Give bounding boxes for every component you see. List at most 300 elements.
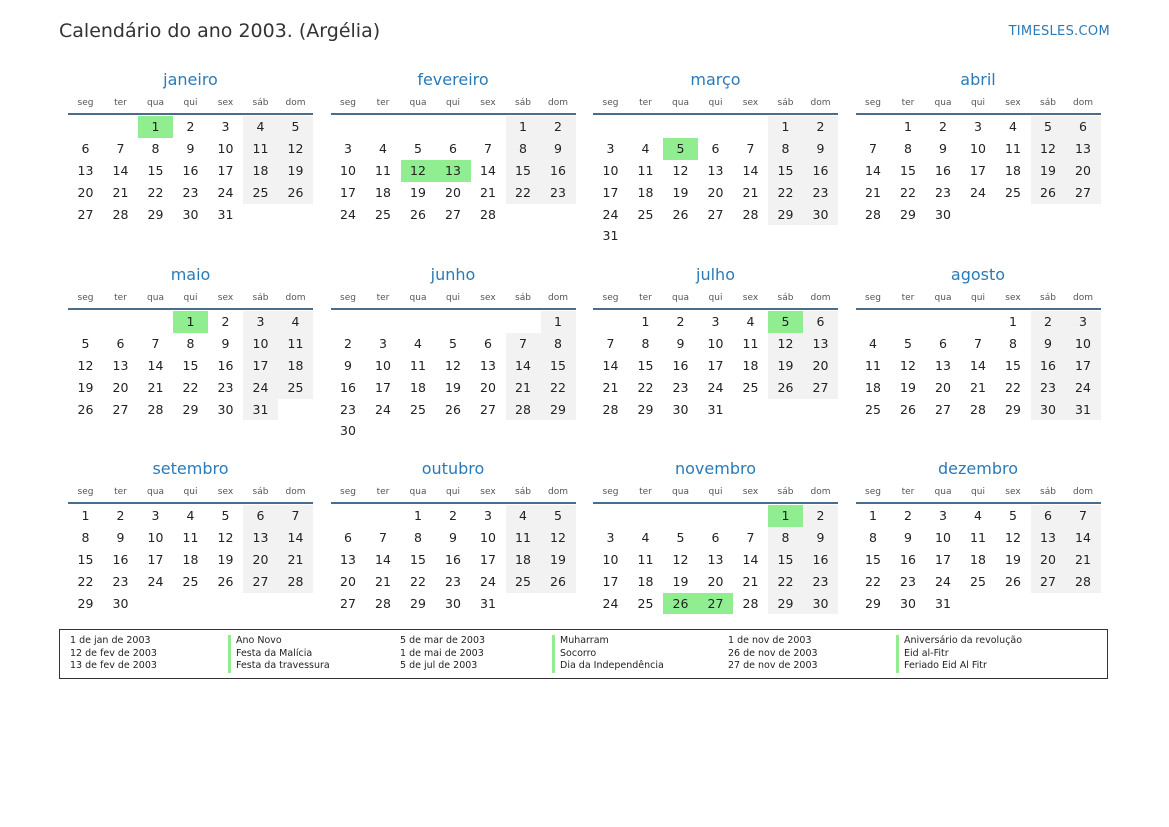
legend-date: 1 de mai de 2003 <box>400 647 484 659</box>
day-cell: 16 <box>340 379 356 395</box>
day-cell: 28 <box>742 206 759 222</box>
day-cell: 4 <box>379 140 387 156</box>
day-cell: 20 <box>445 184 461 200</box>
day-cell: 13 <box>243 527 278 549</box>
day-cell: 29 <box>541 399 576 421</box>
month-agosto <box>856 261 1101 420</box>
day-cell: 4 <box>414 335 422 351</box>
day-cell: 28 <box>375 595 391 611</box>
weekday-label: dom <box>1073 487 1093 497</box>
empty-day-cell <box>331 505 366 527</box>
week-row <box>593 138 838 160</box>
empty-day-cell <box>103 311 138 333</box>
day-cell: 6 <box>243 505 278 527</box>
day-cell: 17 <box>243 355 278 377</box>
day-cell: 8 <box>151 140 160 156</box>
weekday-label: ter <box>114 293 127 303</box>
day-cell: 25 <box>506 571 541 593</box>
month-outubro <box>331 455 576 614</box>
week-row <box>593 333 838 355</box>
day-cell: 25 <box>410 401 426 417</box>
day-cell: 6 <box>1066 116 1101 138</box>
holiday-day-cell: 12 <box>401 160 436 182</box>
day-cell: 9 <box>344 357 352 373</box>
day-cell: 24 <box>480 573 496 589</box>
day-cell: 17 <box>480 551 496 567</box>
day-cell: 10 <box>602 162 619 178</box>
day-cell: 7 <box>116 140 125 156</box>
weekday-label: sex <box>1005 293 1021 303</box>
week-row <box>331 355 576 377</box>
month-fevereiro <box>331 66 576 225</box>
day-cell: 25 <box>970 573 986 589</box>
weekday-label: sáb <box>1040 293 1056 303</box>
week-row <box>68 160 313 182</box>
day-cell: 30 <box>803 593 838 615</box>
month-dezembro <box>856 455 1101 614</box>
month-março <box>593 66 838 247</box>
day-cell: 8 <box>768 527 803 549</box>
day-cell: 11 <box>637 162 654 178</box>
day-cell: 6 <box>116 335 125 351</box>
day-cell: 25 <box>742 379 759 395</box>
legend-date: 5 de jul de 2003 <box>400 660 478 671</box>
day-cell: 23 <box>217 379 234 395</box>
day-cell: 2 <box>541 116 576 138</box>
day-cell: 20 <box>935 379 951 395</box>
day-cell: 25 <box>637 595 654 611</box>
day-cell: 4 <box>746 314 755 329</box>
weekday-label: qua <box>147 487 164 497</box>
empty-day-cell <box>961 204 996 226</box>
day-cell: 11 <box>865 357 881 373</box>
weekday-label: seg <box>865 487 881 497</box>
day-cell: 11 <box>742 335 759 351</box>
week-row <box>593 377 838 399</box>
weekday-label: sáb <box>515 293 531 303</box>
weekday-label: qui <box>183 98 198 108</box>
week-row <box>856 505 1101 527</box>
month-divider <box>68 502 313 504</box>
empty-day-cell <box>243 593 278 615</box>
site-link[interactable]: TIMESLES.COM <box>1008 24 1110 39</box>
day-cell: 25 <box>182 573 199 589</box>
day-cell: 1 <box>414 508 422 523</box>
month-name: agosto <box>950 265 1006 284</box>
day-cell: 13 <box>803 333 838 355</box>
weekday-label: seg <box>602 98 619 108</box>
day-cell: 16 <box>217 357 234 373</box>
empty-day-cell <box>803 399 838 421</box>
week-row <box>593 225 838 247</box>
day-cell: 14 <box>278 527 313 549</box>
day-cell: 30 <box>935 206 951 222</box>
day-cell: 15 <box>410 551 426 567</box>
empty-day-cell <box>768 399 803 421</box>
day-cell: 29 <box>900 206 916 222</box>
weekday-label: ter <box>114 98 127 108</box>
weekday-label: qui <box>971 487 985 497</box>
week-row <box>331 204 576 226</box>
day-cell: 2 <box>803 116 838 138</box>
weekday-header <box>331 483 576 501</box>
legend-date: 5 de mar de 2003 <box>400 635 486 646</box>
weekday-label: sex <box>217 487 234 497</box>
day-cell: 7 <box>746 140 755 156</box>
week-row <box>593 399 838 421</box>
weekday-label: qua <box>672 98 689 108</box>
day-cell: 18 <box>182 551 199 567</box>
holiday-day-cell: 5 <box>663 138 698 160</box>
weekday-label: ter <box>376 98 390 108</box>
day-cell: 12 <box>1031 138 1066 160</box>
day-cell: 7 <box>506 333 541 355</box>
day-cell: 24 <box>602 595 619 611</box>
day-cell: 6 <box>939 335 947 351</box>
legend-holiday-name: Festa da travessura <box>228 660 330 673</box>
day-cell: 2 <box>676 314 685 329</box>
empty-day-cell <box>506 204 541 226</box>
weekday-label: sáb <box>1040 98 1056 108</box>
day-cell: 20 <box>480 379 496 395</box>
day-cell: 20 <box>243 549 278 571</box>
day-cell: 17 <box>1066 355 1101 377</box>
day-cell: 5 <box>1009 508 1017 523</box>
day-cell: 22 <box>900 184 916 200</box>
day-cell: 16 <box>112 551 129 567</box>
week-row <box>331 377 576 399</box>
day-cell: 9 <box>1031 333 1066 355</box>
week-row <box>856 116 1101 138</box>
day-cell: 1 <box>541 311 576 333</box>
day-cell: 22 <box>182 379 199 395</box>
month-name: abril <box>960 70 996 89</box>
day-cell: 2 <box>116 508 125 523</box>
weekday-label: qui <box>708 98 723 108</box>
empty-day-cell <box>103 116 138 138</box>
weekday-label: seg <box>602 487 619 497</box>
week-row <box>856 355 1101 377</box>
day-cell: 6 <box>449 140 457 156</box>
empty-day-cell <box>401 311 436 333</box>
day-cell: 4 <box>278 311 313 333</box>
day-cell: 17 <box>147 551 164 567</box>
day-cell: 26 <box>900 401 916 417</box>
day-cell: 28 <box>1066 571 1101 593</box>
weekday-header <box>331 94 576 112</box>
day-cell: 26 <box>1031 182 1066 204</box>
empty-day-cell <box>436 116 471 138</box>
day-cell: 14 <box>970 357 986 373</box>
weekday-label: sex <box>217 98 234 108</box>
day-cell: 9 <box>541 138 576 160</box>
day-cell: 30 <box>112 595 129 611</box>
day-cell: 2 <box>904 508 912 523</box>
day-cell: 10 <box>935 529 951 545</box>
month-divider <box>68 113 313 115</box>
day-cell: 5 <box>904 335 912 351</box>
weekday-label: qui <box>446 293 460 303</box>
day-cell: 2 <box>1031 311 1066 333</box>
day-cell: 22 <box>410 573 426 589</box>
day-cell: 24 <box>147 573 164 589</box>
month-name: março <box>690 70 741 89</box>
day-cell: 30 <box>445 595 461 611</box>
weekday-header <box>68 94 313 112</box>
day-cell: 3 <box>939 508 947 523</box>
day-cell: 6 <box>81 140 90 156</box>
weekday-label: dom <box>548 487 568 497</box>
weekday-label: seg <box>865 98 881 108</box>
empty-day-cell <box>436 311 471 333</box>
day-cell: 20 <box>1066 160 1101 182</box>
day-cell: 10 <box>375 357 391 373</box>
day-cell: 19 <box>445 379 461 395</box>
day-cell: 25 <box>1005 184 1021 200</box>
day-cell: 24 <box>217 184 234 200</box>
day-cell: 14 <box>1066 527 1101 549</box>
months-grid <box>68 66 1101 626</box>
legend-date: 12 de fev de 2003 <box>70 647 157 659</box>
week-row <box>331 333 576 355</box>
empty-day-cell <box>803 225 838 247</box>
day-cell: 13 <box>707 551 724 567</box>
day-cell: 9 <box>939 140 947 156</box>
day-cell: 23 <box>340 401 356 417</box>
day-cell: 20 <box>112 379 129 395</box>
empty-day-cell <box>1066 593 1101 615</box>
day-cell: 9 <box>803 527 838 549</box>
empty-day-cell <box>506 593 541 615</box>
day-cell: 27 <box>243 571 278 593</box>
weekday-label: ter <box>376 487 390 497</box>
week-row <box>593 571 838 593</box>
month-name: dezembro <box>938 459 1018 478</box>
empty-day-cell <box>961 593 996 615</box>
day-cell: 31 <box>707 401 724 417</box>
day-cell: 19 <box>768 355 803 377</box>
day-cell: 11 <box>182 529 199 545</box>
empty-day-cell <box>733 116 768 138</box>
day-cell: 19 <box>410 184 426 200</box>
day-cell: 11 <box>637 551 654 567</box>
empty-day-cell <box>68 311 103 333</box>
day-cell: 26 <box>541 571 576 593</box>
day-cell: 20 <box>77 184 94 200</box>
day-cell: 16 <box>182 162 199 178</box>
day-cell: 12 <box>217 529 234 545</box>
day-cell: 13 <box>707 162 724 178</box>
day-cell: 28 <box>278 571 313 593</box>
weekday-label: dom <box>285 98 306 108</box>
day-cell: 31 <box>935 595 951 611</box>
week-row <box>593 527 838 549</box>
empty-day-cell <box>698 116 733 138</box>
day-cell: 20 <box>707 573 724 589</box>
day-cell: 14 <box>742 162 759 178</box>
day-cell: 1 <box>768 116 803 138</box>
day-cell: 13 <box>340 551 356 567</box>
week-row <box>856 593 1101 615</box>
empty-day-cell <box>173 593 208 615</box>
day-cell: 16 <box>803 160 838 182</box>
month-name: julho <box>696 265 735 284</box>
weekday-label: sáb <box>515 98 531 108</box>
day-cell: 8 <box>414 529 422 545</box>
weekday-label: sex <box>217 293 234 303</box>
day-cell: 23 <box>1031 377 1066 399</box>
legend-date: 1 de nov de 2003 <box>728 635 812 646</box>
empty-day-cell <box>856 116 891 138</box>
month-divider <box>593 113 838 115</box>
day-cell: 12 <box>77 357 94 373</box>
empty-day-cell <box>628 116 663 138</box>
week-row <box>331 160 576 182</box>
day-cell: 2 <box>939 119 947 134</box>
empty-day-cell <box>663 116 698 138</box>
day-cell: 31 <box>217 206 234 222</box>
day-cell: 25 <box>375 206 391 222</box>
day-cell: 4 <box>974 508 982 523</box>
weekday-label: sex <box>480 293 496 303</box>
day-cell: 16 <box>672 357 689 373</box>
day-cell: 12 <box>768 333 803 355</box>
day-cell: 1 <box>904 119 912 134</box>
day-cell: 14 <box>375 551 391 567</box>
month-junho <box>331 261 576 442</box>
weekday-label: sex <box>1005 98 1021 108</box>
day-cell: 11 <box>375 162 391 178</box>
holiday-legend <box>59 629 1108 679</box>
day-cell: 15 <box>77 551 94 567</box>
holiday-day-cell: 1 <box>138 116 173 138</box>
weekday-label: qua <box>409 293 427 303</box>
legend-holiday-name: Festa da Malícia <box>228 648 312 661</box>
day-cell: 14 <box>480 162 496 178</box>
day-cell: 18 <box>278 355 313 377</box>
day-cell: 11 <box>506 527 541 549</box>
day-cell: 10 <box>970 140 986 156</box>
day-cell: 18 <box>742 357 759 373</box>
day-cell: 22 <box>541 377 576 399</box>
day-cell: 24 <box>935 573 951 589</box>
day-cell: 8 <box>904 140 912 156</box>
week-row <box>856 377 1101 399</box>
weekday-label: seg <box>77 293 94 303</box>
day-cell: 10 <box>1066 333 1101 355</box>
day-cell: 16 <box>803 549 838 571</box>
empty-day-cell <box>506 420 541 442</box>
day-cell: 22 <box>768 182 803 204</box>
day-cell: 10 <box>217 140 234 156</box>
day-cell: 7 <box>746 529 755 545</box>
day-cell: 15 <box>900 162 916 178</box>
day-cell: 21 <box>506 377 541 399</box>
weekday-label: sáb <box>777 487 794 497</box>
day-cell: 17 <box>217 162 234 178</box>
day-cell: 18 <box>970 551 986 567</box>
day-cell: 28 <box>865 206 881 222</box>
day-cell: 6 <box>711 529 720 545</box>
day-cell: 30 <box>803 204 838 226</box>
empty-day-cell <box>891 311 926 333</box>
day-cell: 15 <box>637 357 654 373</box>
day-cell: 2 <box>803 505 838 527</box>
weekday-label: sáb <box>777 293 794 303</box>
empty-day-cell <box>506 311 541 333</box>
weekday-label: dom <box>285 487 306 497</box>
day-cell: 31 <box>1066 399 1101 421</box>
day-cell: 3 <box>243 311 278 333</box>
day-cell: 15 <box>865 551 881 567</box>
empty-day-cell <box>366 311 401 333</box>
day-cell: 2 <box>186 119 195 134</box>
day-cell: 14 <box>865 162 881 178</box>
day-cell: 14 <box>147 357 164 373</box>
week-row <box>331 138 576 160</box>
day-cell: 7 <box>151 335 160 351</box>
weekday-label: qui <box>971 293 985 303</box>
day-cell: 18 <box>243 160 278 182</box>
day-cell: 3 <box>379 335 387 351</box>
day-cell: 16 <box>445 551 461 567</box>
day-cell: 4 <box>186 508 195 523</box>
empty-day-cell <box>331 311 366 333</box>
day-cell: 17 <box>935 551 951 567</box>
day-cell: 27 <box>803 377 838 399</box>
day-cell: 5 <box>414 140 422 156</box>
empty-day-cell <box>663 225 698 247</box>
day-cell: 19 <box>1031 160 1066 182</box>
day-cell: 28 <box>147 401 164 417</box>
day-cell: 21 <box>112 184 129 200</box>
day-cell: 1 <box>506 116 541 138</box>
day-cell: 23 <box>541 182 576 204</box>
day-cell: 30 <box>1031 399 1066 421</box>
day-cell: 11 <box>243 138 278 160</box>
week-row <box>331 527 576 549</box>
day-cell: 7 <box>974 335 982 351</box>
day-cell: 19 <box>77 379 94 395</box>
day-cell: 14 <box>506 355 541 377</box>
day-cell: 12 <box>672 162 689 178</box>
day-cell: 26 <box>768 377 803 399</box>
weekday-label: ter <box>901 487 915 497</box>
empty-day-cell <box>733 225 768 247</box>
day-cell: 30 <box>217 401 234 417</box>
empty-day-cell <box>541 420 576 442</box>
week-row <box>68 182 313 204</box>
day-cell: 12 <box>541 527 576 549</box>
weekday-label: sex <box>742 98 759 108</box>
week-row <box>856 333 1101 355</box>
day-cell: 9 <box>803 138 838 160</box>
day-cell: 23 <box>935 184 951 200</box>
month-julho <box>593 261 838 420</box>
day-cell: 10 <box>602 551 619 567</box>
day-cell: 8 <box>1009 335 1017 351</box>
day-cell: 17 <box>340 184 356 200</box>
weekday-label: qui <box>446 487 460 497</box>
legend-holiday-name: Muharram <box>552 635 609 648</box>
day-cell: 29 <box>637 401 654 417</box>
legend-holiday-name: Eid al-Fitr <box>896 648 949 661</box>
week-row <box>593 311 838 333</box>
day-cell: 26 <box>77 401 94 417</box>
empty-day-cell <box>961 311 996 333</box>
day-cell: 14 <box>742 551 759 567</box>
day-cell: 11 <box>410 357 426 373</box>
